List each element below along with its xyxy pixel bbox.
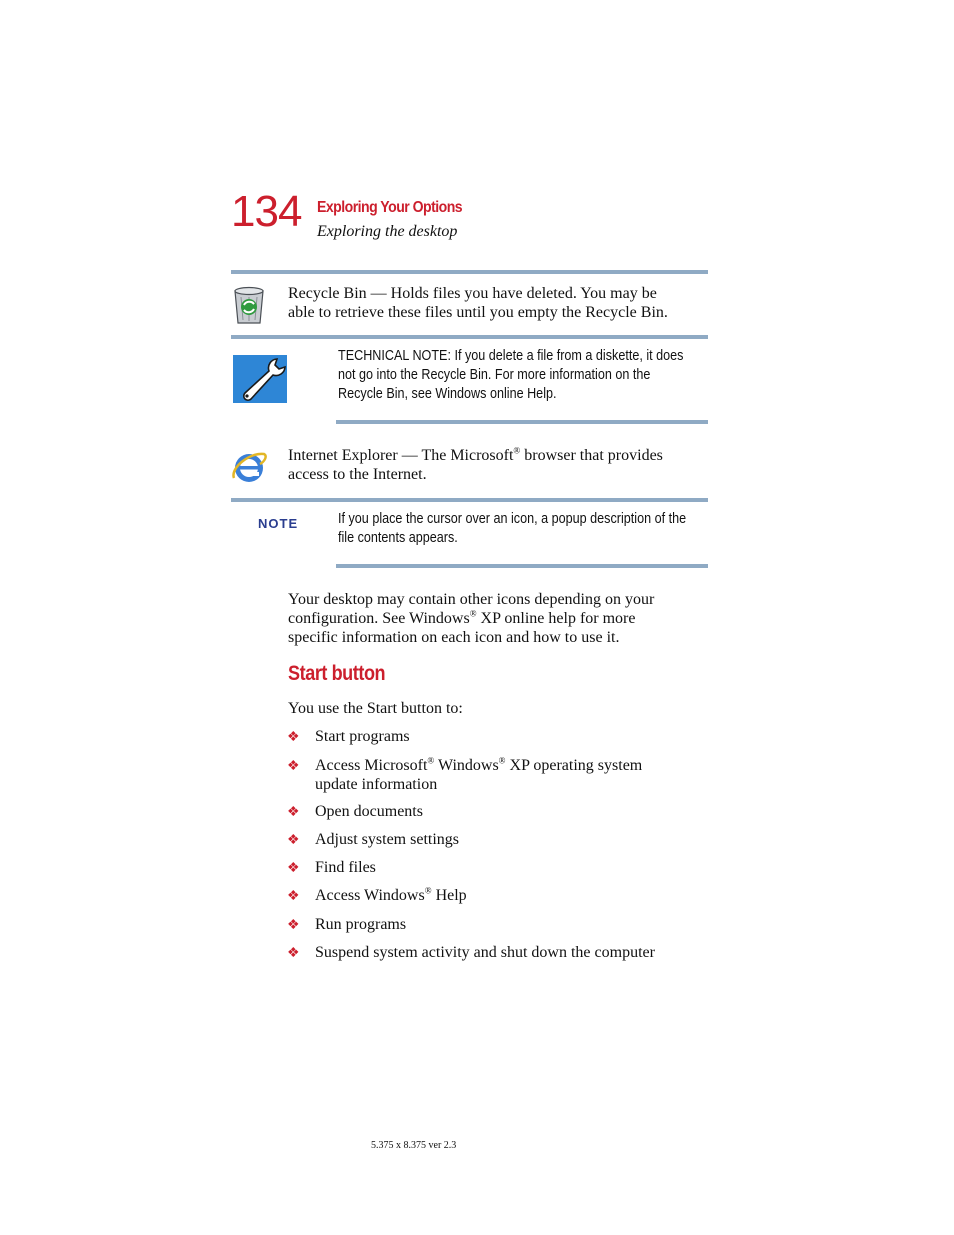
technical-note: TECHNICAL NOTE: If you delete a file from a diskette, it does not go into the Recycle Bin. For more information on the Recycle Bin, see Windows online Help.	[338, 347, 684, 402]
list-item: Suspend system activity and shut down the computer	[315, 944, 655, 961]
list-item: Start programs	[315, 728, 410, 745]
divider	[231, 498, 708, 502]
section-title: Exploring the desktop	[317, 223, 458, 240]
list-item: Run programs	[315, 916, 407, 933]
divider	[336, 564, 708, 568]
bullet-icon: ❖	[287, 759, 300, 774]
divider	[231, 335, 708, 339]
page-footer: 5.375 x 8.375 ver 2.3	[371, 1140, 457, 1151]
list-item: Access Windows® Help	[315, 885, 467, 904]
list-item: Open documents	[315, 803, 423, 820]
list-item: Adjust system settings	[315, 831, 460, 848]
list-item: Find files	[315, 859, 376, 876]
start-button-intro: You use the Start button to:	[288, 700, 463, 717]
divider	[336, 420, 708, 424]
bullet-icon: ❖	[287, 833, 300, 848]
bullet-icon: ❖	[287, 861, 300, 876]
note-text: If you place the cursor over an icon, a popup description of the file contents appears.	[338, 510, 687, 546]
start-button-heading: Start button	[288, 662, 386, 685]
note-label: NOTE	[258, 516, 299, 531]
wrench-icon	[233, 355, 287, 403]
bullet-icon: ❖	[287, 918, 300, 933]
desktop-icons-paragraph: Your desktop may contain other icons depending on your configuration. See Windows® XP online help for more specific information on each icon and how to use it.	[288, 591, 655, 646]
internet-explorer-description: Internet Explorer — The Microsoft® browser that provides access to the Internet.	[288, 445, 663, 483]
page-number: 134	[231, 187, 302, 236]
internet-explorer-icon	[230, 448, 268, 486]
bullet-icon: ❖	[287, 730, 300, 745]
recycle-bin-description: Recycle Bin — Holds files you have deleted. You may be able to retrieve these files until you empty the Recycle Bin.	[288, 285, 668, 321]
divider	[231, 270, 708, 274]
bullet-icon: ❖	[287, 889, 300, 904]
list-item: Access Microsoft® Windows® XP operating system update information	[315, 755, 643, 793]
bullet-icon: ❖	[287, 946, 300, 961]
bullet-icon: ❖	[287, 805, 300, 820]
recycle-bin-icon	[231, 285, 267, 325]
chapter-title: Exploring Your Options	[317, 199, 463, 216]
